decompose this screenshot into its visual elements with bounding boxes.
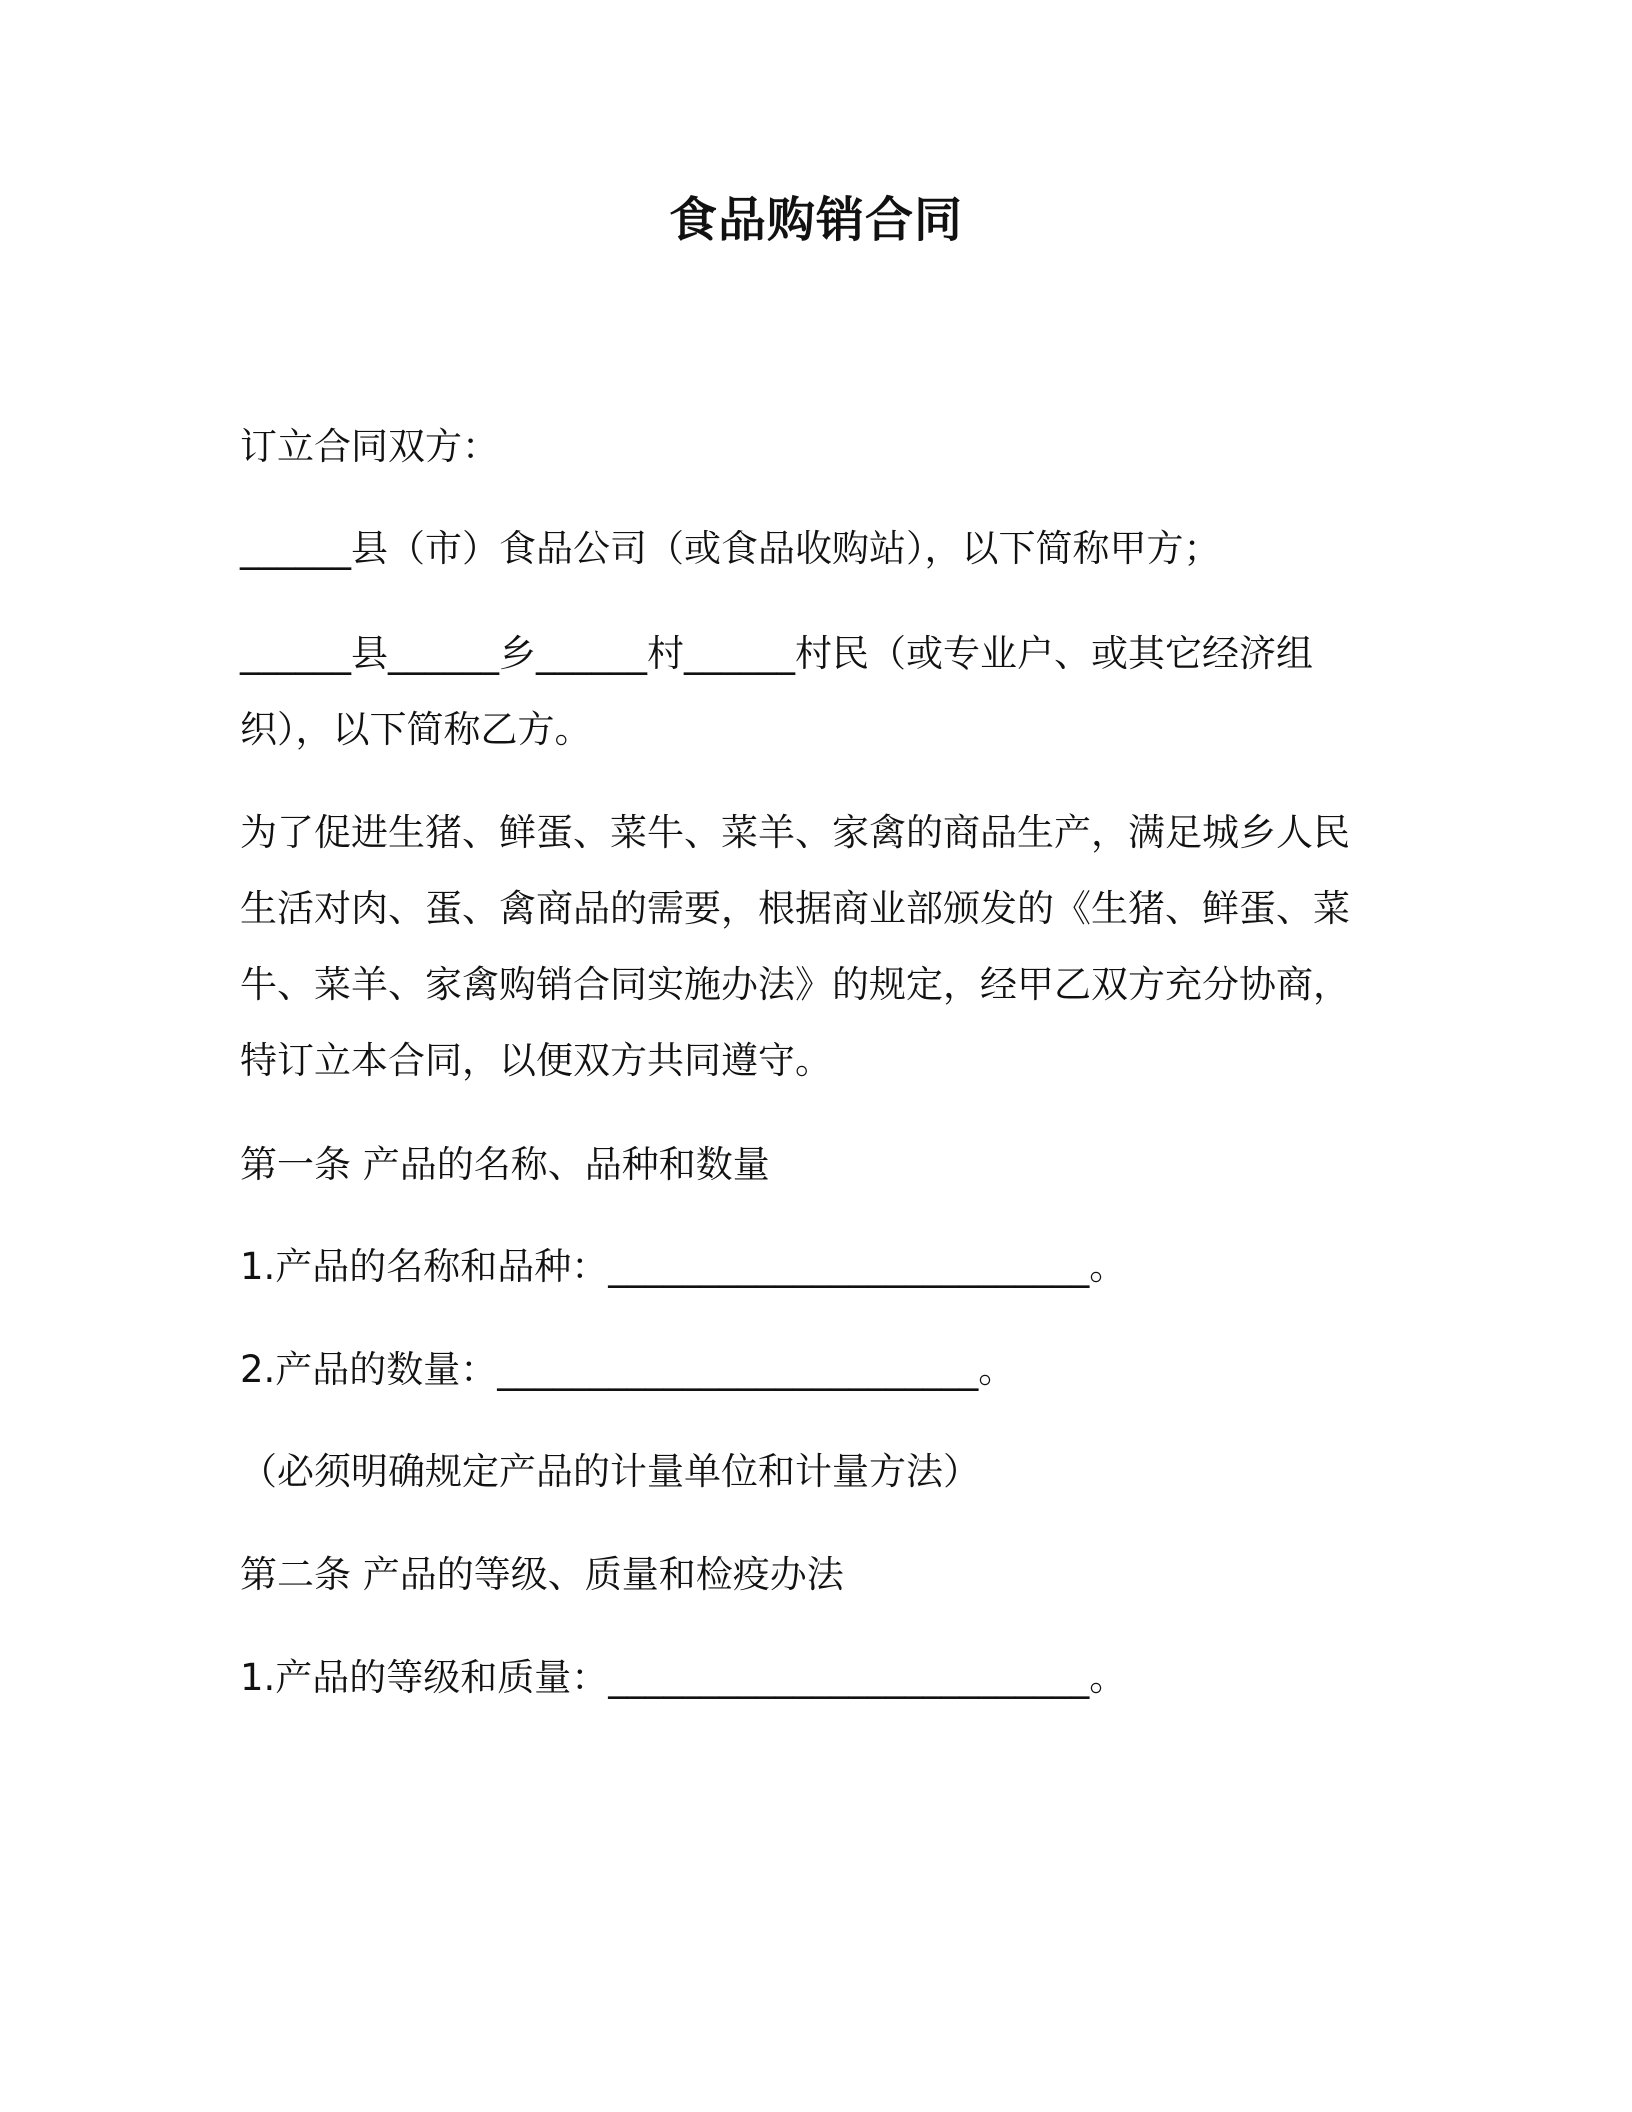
document-title: 食品购销合同 [668,192,963,248]
article1-heading: 第一条 产品的名称、品种和数量 [240,1143,770,1186]
article1-note: （必须明确规定产品的计量单位和计量方法） [240,1450,980,1493]
party-b-paragraph: ______县______乡______村______村民（或专业户、或其它经济组织），以下简称乙方。 [240,632,1313,751]
purpose-paragraph: 为了促进生猪、鲜蛋、菜牛、菜羊、家禽的商品生产，满足城乡人民生活对肉、蛋、禽商品的需要，根据商业部颁发的《生猪、鲜蛋、菜牛、菜羊、家禽购销合同实施办法》的规定，经甲乙双方充分协商，特订立本合同，以便双方共同遵守。 [240,811,1350,1082]
article1-item2: 2.产品的数量：__________________________。 [240,1348,1016,1391]
article2-heading: 第二条 产品的等级、质量和检疫办法 [240,1553,844,1596]
parties-label: 订立合同双方： [240,425,499,468]
article2-item1: 1.产品的等级和质量：__________________________。 [240,1656,1127,1699]
article1-item1: 1.产品的名称和品种：__________________________。 [240,1245,1127,1288]
party-a-paragraph: ______县（市）食品公司（或食品收购站），以下简称甲方； [240,527,1221,570]
